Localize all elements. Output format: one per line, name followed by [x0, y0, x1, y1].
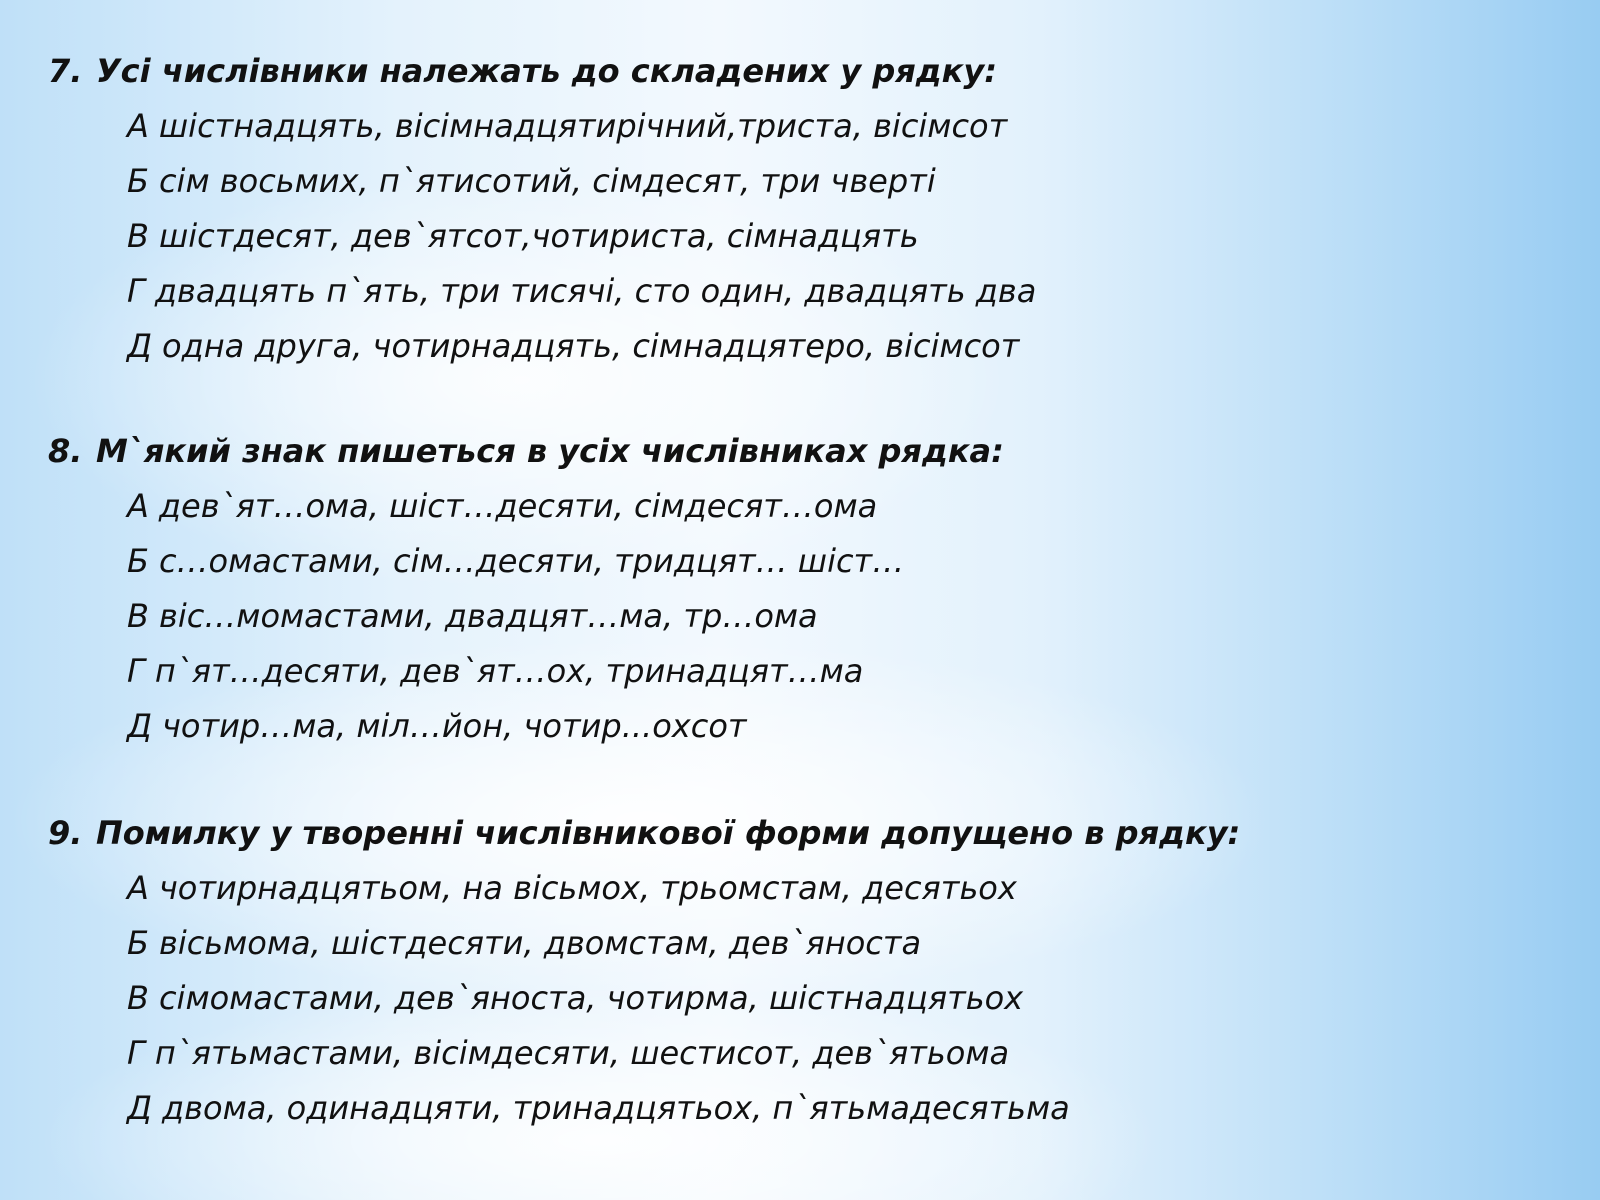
option-letter: В [127, 979, 149, 1017]
option-text: п`ятьмастами, вісімдесяти, шестисот, дев`ятьома [154, 1034, 1010, 1072]
answer-option-b[interactable] [48, 154, 1548, 209]
answer-option-b[interactable] [48, 916, 1548, 971]
option-text: чотир…ма, міл…йон, чотир...охсот [162, 707, 747, 745]
question-9 [48, 806, 1548, 1136]
question-8 [48, 424, 1548, 754]
option-text: одна друга, чотирнадцять, сімнадцятеро, вісімсот [162, 327, 1020, 365]
answer-option-g[interactable] [48, 264, 1548, 319]
answer-option-v[interactable] [48, 971, 1548, 1026]
question-title [48, 806, 1548, 861]
question-text: М`який знак пишеться в усіх числівниках рядка: [96, 432, 1004, 470]
option-letter: А [127, 869, 149, 907]
answer-option-d[interactable] [48, 1081, 1548, 1136]
answer-option-a[interactable] [48, 479, 1548, 534]
option-letter: Д [127, 707, 152, 745]
question-text: Помилку у творенні числівникової форми допущено в рядку: [96, 814, 1241, 852]
option-text: п`ят…десяти, дев`ят…ох, тринадцят…ма [154, 652, 864, 690]
option-text: двадцять п`ять, три тисячі, сто один, двадцять два [154, 272, 1037, 310]
answer-options [48, 479, 1548, 754]
question-number: 8. [48, 432, 83, 470]
option-letter: А [127, 107, 149, 145]
question-7 [48, 44, 1548, 374]
option-text: вісьмома, шістдесяти, двомстам, дев`яноста [158, 924, 922, 962]
option-letter: В [127, 217, 149, 255]
option-letter: Б [127, 542, 149, 580]
option-text: шістдесят, дев`ятсот,чотириста, сімнадцять [158, 217, 919, 255]
option-letter: Б [127, 924, 149, 962]
option-letter: Г [127, 652, 145, 690]
option-text: віс…момастами, двадцят…ма, тр…ома [158, 597, 818, 635]
question-title [48, 424, 1548, 479]
question-number: 7. [48, 52, 83, 90]
question-text: Усі числівники належать до складених у рядку: [96, 52, 997, 90]
answer-option-a[interactable] [48, 99, 1548, 154]
option-letter: Г [127, 272, 145, 310]
answer-option-v[interactable] [48, 209, 1548, 264]
option-text: двома, одинадцяти, тринадцятьох, п`ятьмадесятьма [162, 1089, 1070, 1127]
answer-option-g[interactable] [48, 644, 1548, 699]
answer-option-a[interactable] [48, 861, 1548, 916]
question-title [48, 44, 1548, 99]
answer-option-d[interactable] [48, 699, 1548, 754]
option-text: дев`ят…ома, шіст…десяти, сімдесят…ома [158, 487, 878, 525]
answer-options [48, 99, 1548, 374]
answer-option-g[interactable] [48, 1026, 1548, 1081]
option-letter: Д [127, 1089, 152, 1127]
option-text: шістнадцять, вісімнадцятирічний,триста, вісімсот [158, 107, 1008, 145]
option-text: сім восьмих, п`ятисотий, сімдесят, три чверті [158, 162, 936, 200]
answer-options [48, 861, 1548, 1136]
option-text: чотирнадцятьом, на вісьмох, трьомстам, десятьох [158, 869, 1017, 907]
option-letter: А [127, 487, 149, 525]
option-letter: Г [127, 1034, 145, 1072]
option-text: с…омастами, сім…десяти, тридцят… шіст… [158, 542, 905, 580]
option-letter: Д [127, 327, 152, 365]
question-number: 9. [48, 814, 83, 852]
option-letter: Б [127, 162, 149, 200]
answer-option-d[interactable] [48, 319, 1548, 374]
option-letter: В [127, 597, 149, 635]
option-text: сімомастами, дев`яноста, чотирма, шістнадцятьох [158, 979, 1024, 1017]
answer-option-v[interactable] [48, 589, 1548, 644]
answer-option-b[interactable] [48, 534, 1548, 589]
